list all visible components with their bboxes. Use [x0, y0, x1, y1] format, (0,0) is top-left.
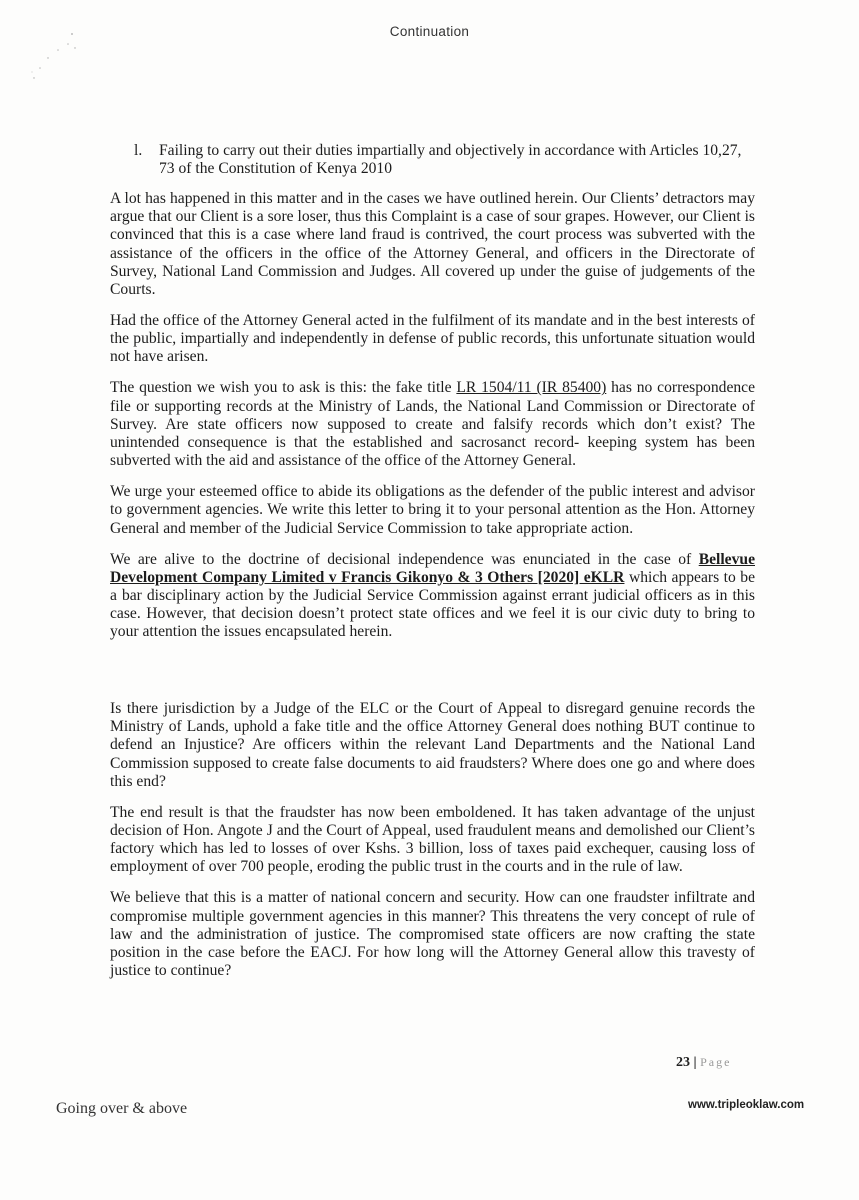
- header-continuation-label: Continuation: [389, 24, 470, 39]
- footer-tagline: Going over & above: [56, 1100, 188, 1117]
- list-item-text: Failing to carry out their duties impartially and objectively in accordance with Articles 10,27, 73 of the Constitution of Kenya 2010: [159, 142, 742, 178]
- list-item-number: l.: [134, 142, 143, 159]
- list-item-articles: [134, 142, 756, 178]
- paragraph-2: Had the office of the Attorney General acted in the fulfilment of its mandate and in the best interests of the public, impartially and independently in defense of public records, this unfortunate situation would not have arisen.: [110, 312, 755, 366]
- paragraph-1: A lot has happened in this matter and in the cases we have outlined herein. Our Clients’ detractors may argue that our Client is a sore loser, thus this Complaint is a case of sour grapes. However, our Client is convinced that this is a case where land fraud is contrived, the court process was subverted with the assistance of the officers in the office of the Attorney General, and officers in the Directorate of Survey, National Land Commission and Judges. All covered up under the guise of judgements of the Courts.: [110, 190, 755, 299]
- paragraph-5: We are alive to the doctrine of decisional independence was enunciated in the case of Bellevue Development Company Limited v Francis Gikonyo & 3 Others [2020] eKLR which appears to be a bar disciplinary action by the Judicial Service Commission against errant judicial officers as in this case. However, that decision doesn’t protect state offices and we feel it is our civic duty to bring to your attention the issues encapsulated herein.: [110, 550, 755, 641]
- body-paragraphs-upper: [110, 190, 755, 654]
- page-number-separator: |: [693, 1055, 697, 1070]
- paragraph-4: We urge your esteemed office to abide its obligations as the defender of the public interest and advisor to government agencies. We write this letter to bring it to your personal attention as the Hon. Attorney General and member of the Judicial Service Commission to take appropriate action.: [110, 483, 755, 537]
- paragraph-3: The question we wish you to ask is this: the fake title LR 1504/11 (IR 85400) has no correspondence file or supporting records at the Ministry of Lands, the National Land Commission or Directorate of Survey. Are state officers now supposed to create and falsify records which don’t exist? The unintended consequence is that the established and sacrosanct record- keeping system has been subverted with the aid and assistance of the office of the Attorney General.: [110, 379, 756, 470]
- case-citation: Bellevue Development Company Limited v Francis Gikonyo & 3 Others [2020] eKLR: [110, 550, 755, 586]
- page-number-value: 23: [676, 1055, 690, 1070]
- page-number: [676, 1055, 731, 1071]
- paragraph-8: We believe that this is a matter of national concern and security. How can one fraudster infiltrate and compromise multiple government agencies in this manner? This threatens the very concept of rule of law and the administration of justice. The compromised state officers are now crafting the state position in the case before the EACJ. For how long will the Attorney General allow this travesty of justice to continue?: [110, 889, 755, 980]
- page-word: Page: [700, 1055, 732, 1069]
- paragraph-7: The end result is that the fraudster has now been emboldened. It has taken advantage of the unjust decision of Hon. Angote J and the Court of Appeal, used fraudulent means and demolished our Client’s factory which has led to losses of over Kshs. 3 billion, loss of taxes paid exchequer, causing loss of employment of over 700 people, eroding the public trust in the courts and in the rule of law.: [110, 803, 755, 876]
- paragraph-6: Is there jurisdiction by a Judge of the ELC or the Court of Appeal to disregard genuine records the Ministry of Lands, uphold a fake title and the office Attorney General does nothing BUT continue to defend an Injustice? Are officers within the relevant Land Departments and the National Land Commission supposed to create false documents to aid fraudsters? Where does one go and where does this end?: [110, 700, 755, 790]
- fake-title-reference: LR 1504/11 (IR 85400): [456, 379, 607, 397]
- body-paragraphs-lower: [110, 700, 755, 993]
- scan-speckles-decoration: [28, 28, 88, 88]
- footer-website: www.tripleoklaw.com: [688, 1099, 805, 1111]
